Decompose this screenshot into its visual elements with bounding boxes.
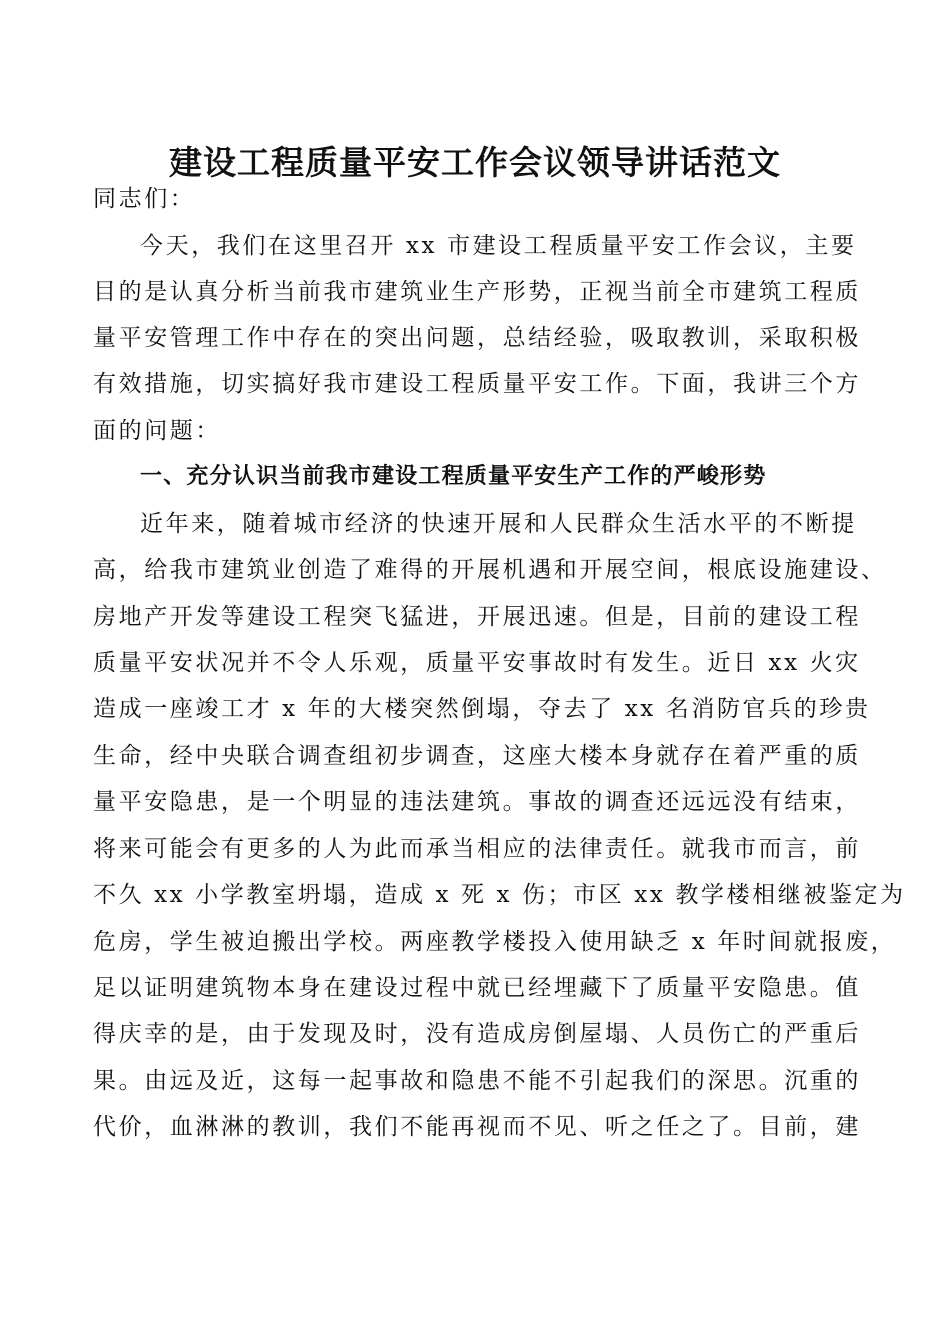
paragraph-line: 生命，经中央联合调查组初步调查，这座大楼本身就存在着严重的质 <box>93 743 861 769</box>
paragraph-line: 量平安管理工作中存在的突出问题，总结经验，吸取教训，采取积极 <box>93 325 861 351</box>
paragraph-line: 近年来，随着城市经济的快速开展和人民群众生活水平的不断提 <box>140 511 857 537</box>
paragraph-line: 面的问题： <box>93 418 221 444</box>
paragraph-line: 造成一座竣工才 x 年的大楼突然倒塌，夺去了 xx 名消防官兵的珍贵 <box>93 696 871 722</box>
paragraph-line: 危房，学生被迫搬出学校。两座教学楼投入使用缺乏 x 年时间就报废， <box>93 929 897 955</box>
paragraph-line: 果。由远及近，这每一起事故和隐患不能不引起我们的深思。沉重的 <box>93 1068 861 1094</box>
paragraph-line: 质量平安状况并不令人乐观，质量平安事故时有发生。近日 xx 火灾 <box>93 650 861 676</box>
salutation: 同志们： <box>93 186 196 212</box>
paragraph-line: 目的是认真分析当前我市建筑业生产形势，正视当前全市建筑工程质 <box>93 279 861 305</box>
paragraph-line: 今天，我们在这里召开 xx 市建设工程质量平安工作会议，主要 <box>140 233 857 259</box>
paragraph-line: 有效措施，切实搞好我市建设工程质量平安工作。下面，我讲三个方 <box>93 371 861 397</box>
paragraph-line: 将来可能会有更多的人为此而承当相应的法律责任。就我市而言，前 <box>93 836 861 862</box>
paragraph-line: 房地产开发等建设工程突飞猛进，开展迅速。但是，目前的建设工程 <box>93 604 861 630</box>
paragraph-line: 不久 xx 小学教室坍塌，造成 x 死 x 伤；市区 xx 教学楼相继被鉴定为 <box>93 882 906 908</box>
paragraph-line: 得庆幸的是，由于发现及时，没有造成房倒屋塌、人员伤亡的严重后 <box>93 1021 861 1047</box>
paragraph-line: 代价，血淋淋的教训，我们不能再视而不见、听之任之了。目前，建 <box>93 1114 861 1140</box>
paragraph-line: 高，给我市建筑业创造了难得的开展机遇和开展空间，根底设施建设、 <box>93 557 887 583</box>
section-heading: 一、充分认识当前我市建设工程质量平安生产工作的严峻形势 <box>140 464 767 489</box>
document-title: 建设工程质量平安工作会议领导讲话范文 <box>169 143 781 182</box>
paragraph-line: 量平安隐患，是一个明显的违法建筑。事故的调查还远远没有结束， <box>93 789 861 815</box>
paragraph-line: 足以证明建筑物本身在建设过程中就已经埋藏下了质量平安隐患。值 <box>93 975 861 1001</box>
